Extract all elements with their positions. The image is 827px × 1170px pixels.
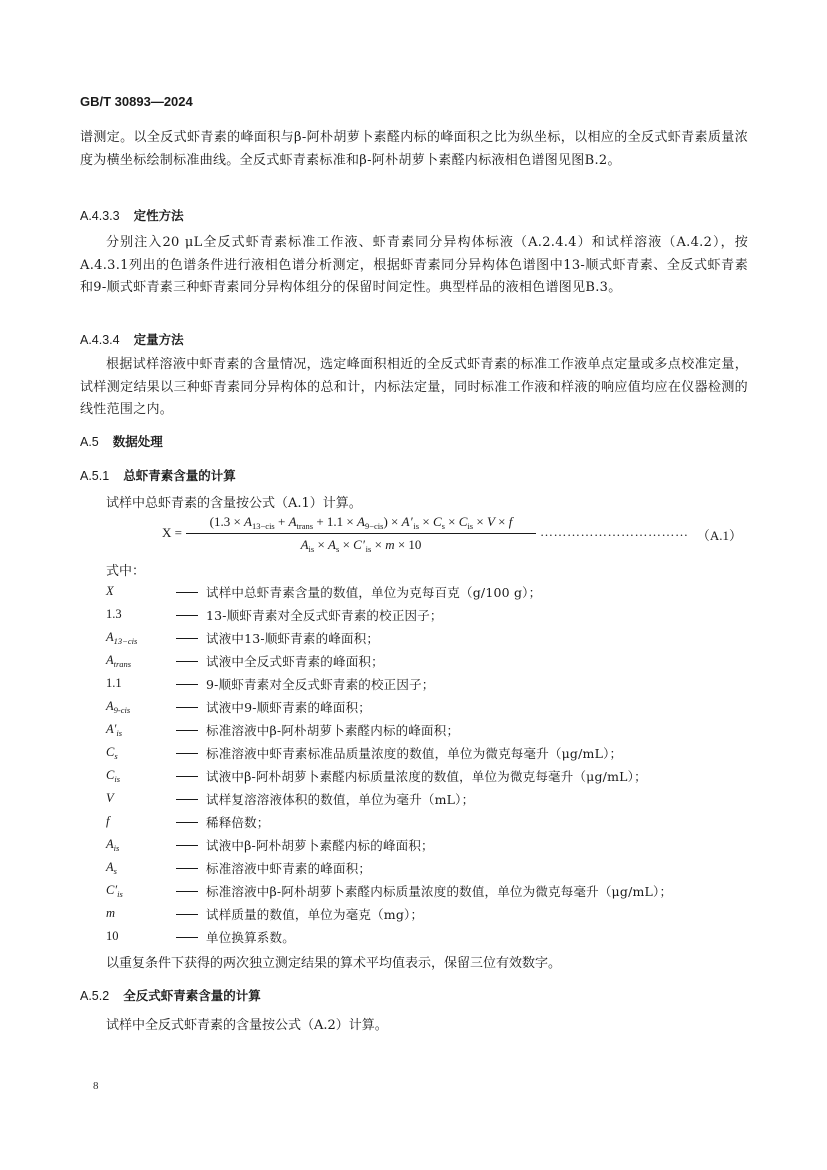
definition-text: 试样质量的数值，单位为毫克（mg）； [206,906,424,922]
definition-row [106,672,672,695]
symbol: $A_{trans}$ [106,652,132,669]
heading-a433-title: 定性方法 [133,209,184,223]
heading-a52 [80,986,261,1004]
definition-text: 13-顺虾青素对全反式虾青素的校正因子； [206,607,443,623]
definition-text: 试液中β-阿朴胡萝卜素醛内标质量浓度的数值，单位为微克每毫升（μg/mL）； [206,768,647,784]
paragraph-a433: 分别注入20 μL全反式虾青素标准工作液、虾青素同分异构体标液（A.2.4.4）和试样溶液（A.4.2），按A.4.3.1列出的色谱条件进行液相色谱分析测定，根据虾青素同分异构体色谱图中13-顺式虾青素、全反式虾青素和9-顺式虾青素三种虾青素同分异构体组分的保留时间定性。典型样品的液相色谱图见B.3。 [80,235,748,295]
closing-paragraph: 以重复条件下获得的两次独立测定结果的算术平均值表示，保留三位有效数字。 [106,956,562,971]
definition-text: 单位换算系数。 [206,929,295,945]
symbol: $C'_{is}$ [106,882,123,899]
definition-row [106,718,672,741]
heading-a433 [80,206,184,224]
heading-a433-number: A.4.3.3 [80,209,120,223]
a52-lead: 试样中全反式虾青素的含量按公式（A.2）计算。 [106,1018,388,1033]
definition-row [106,856,672,879]
fraction-bar [186,533,536,534]
dash [176,791,206,806]
symbol: $A_s$ [106,859,117,876]
dash [176,929,206,944]
definition-text: 试样复溶溶液体积的数值，单位为毫升（mL）； [206,791,475,807]
definition-row [106,741,672,764]
definition-text: 试液中全反式虾青素的峰面积； [206,653,384,669]
formula-lhs: X = [162,525,182,540]
heading-a51 [80,466,236,484]
definition-row [106,833,672,856]
formula-number: （A.1） [696,528,742,543]
symbol: $A_{is}$ [106,836,120,853]
dash [176,883,206,898]
a51-lead: 试样中总虾青素的含量按公式（A.1）计算。 [106,496,362,511]
definitions-list [106,580,672,948]
symbol: $A_{9-cis}$ [106,698,131,715]
standard-code: GB/T 30893—2024 [80,94,193,109]
definition-row [106,580,672,603]
dash [176,837,206,852]
symbol: $C_{is}$ [106,767,121,784]
dash [176,676,206,691]
dash [176,906,206,921]
heading-a434 [80,330,184,348]
heading-a51-title: 总虾青素含量的计算 [123,469,236,483]
dash [176,722,206,737]
definition-text: 试液中β-阿朴胡萝卜素醛内标的峰面积； [206,837,434,853]
dash [176,607,206,622]
definition-text: 试样中总虾青素含量的数值，单位为克每百克（g/100 g）； [206,584,542,600]
symbol: $A_{13-cis}$ [106,629,138,646]
definition-row [106,810,672,833]
definition-row [106,902,672,925]
dash [176,814,206,829]
dash [176,745,206,760]
heading-a434-title: 定量方法 [133,333,184,347]
definition-text: 标准溶液中β-阿朴胡萝卜素醛内标的峰面积； [206,722,460,738]
definition-row [106,879,672,902]
paragraph-a434: 根据试样溶液中虾青素的含量情况，选定峰面积相近的全反式虾青素的标准工作液单点定量或多点校准定量，试样测定结果以三种虾青素同分异构体的总和计，内标法定量，同时标准工作液和样液的响应值均应在仪器检测的线性范围之内。 [80,357,748,417]
symbol: m [106,906,116,920]
dash [176,584,206,599]
definition-row [106,787,672,810]
definition-text: 标准溶液中虾青素的峰面积； [206,860,372,876]
dash [176,630,206,645]
symbol: 1.3 [106,607,122,621]
intro-paragraph: 谱测定。以全反式虾青素的峰面积与β-阿朴胡萝卜素醛内标的峰面积之比为纵坐标，以相应的全反式虾青素质量浓度为横坐标绘制标准曲线。全反式虾青素标准和β-阿朴胡萝卜素醛内标液相色谱图见图B.2。 [80,130,748,168]
heading-a5 [80,432,163,450]
symbol: X [106,584,114,598]
heading-a52-title: 全反式虾青素含量的计算 [123,989,261,1003]
heading-a5-title: 数据处理 [112,435,163,449]
symbol: 10 [106,929,119,943]
heading-a434-number: A.4.3.4 [80,333,120,347]
definition-text: 稀释倍数； [206,814,270,830]
definition-row [106,626,672,649]
page-number: 8 [93,1080,99,1092]
definition-text: 标准溶液中β-阿朴胡萝卜素醛内标质量浓度的数值，单位为微克每毫升（μg/mL）； [206,883,673,899]
symbol: $C_s$ [106,744,118,761]
definition-row [106,925,672,948]
dash [176,653,206,668]
symbol: f [106,814,110,828]
definition-text: 9-顺虾青素对全反式虾青素的校正因子； [206,676,435,692]
formula-a1 [162,512,742,556]
symbol: 1.1 [106,676,122,690]
heading-a51-number: A.5.1 [80,469,110,483]
dash [176,860,206,875]
definition-text: 试液中9-顺虾青素的峰面积； [206,699,371,715]
heading-a52-number: A.5.2 [80,989,110,1003]
definition-row [106,764,672,787]
formula-leader-dots: …………………………… [540,524,689,539]
where-label: 式中： [106,564,146,579]
dash [176,768,206,783]
definition-row [106,695,672,718]
definition-text: 试液中13-顺虾青素的峰面积； [206,630,380,646]
definition-row [106,649,672,672]
definition-text: 标准溶液中虾青素标准品质量浓度的数值，单位为微克每毫升（μg/mL）； [206,745,623,761]
formula-numerator: $(1.3 \times A_{13-cis} + A_{trans} + 1.1 \times A_{9-cis}) \times A'_{is} \times C_s \times C_{is} \times V \times f$ [209,514,513,531]
formula-denominator: $A_{is} \times A_s \times C'_{is} \times m \times 10$ [300,537,422,554]
formula-fraction [186,512,536,555]
symbol: V [106,791,114,805]
dash [176,699,206,714]
definition-row [106,603,672,626]
heading-a5-number: A.5 [80,435,99,449]
symbol: $A'_{is}$ [106,721,123,738]
